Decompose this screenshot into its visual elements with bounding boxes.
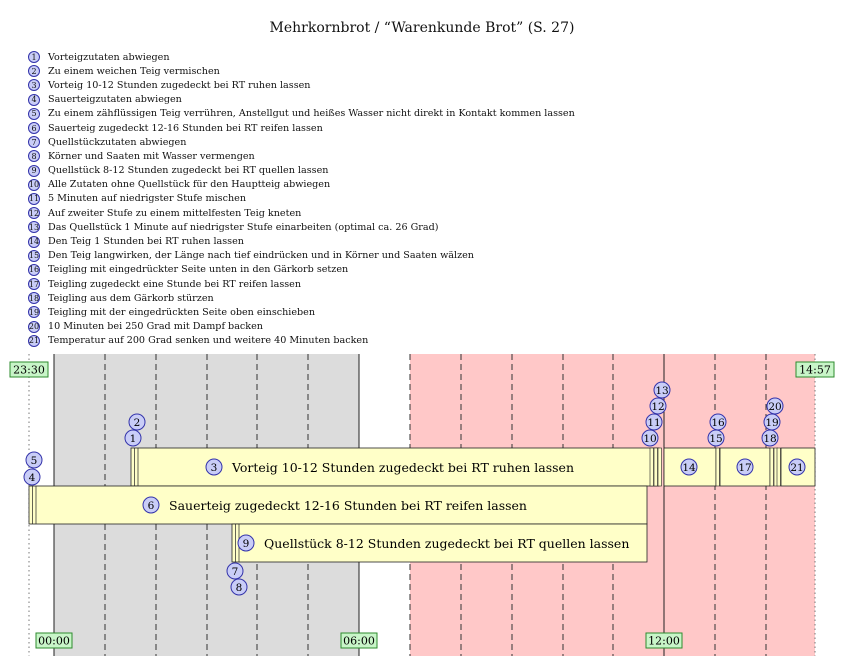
bar-label: Sauerteig zugedeckt 12-16 Stunden bei RT reifen lassen bbox=[169, 498, 527, 513]
step-marker-number: 1 bbox=[129, 432, 137, 445]
legend-text: Vorteig 10-12 Stunden zugedeckt bei RT ruhen lassen bbox=[48, 79, 311, 91]
step-sliver bbox=[654, 448, 658, 486]
step-marker-number: 13 bbox=[655, 384, 669, 397]
step-number-badge: 3 bbox=[28, 79, 40, 91]
bar-label: Quellstück 8-12 Stunden zugedeckt bei RT quellen lassen bbox=[264, 536, 630, 551]
step-marker-number: 7 bbox=[231, 565, 239, 578]
legend-text: Quellstück 8-12 Stunden zugedeckt bei RT quellen lassen bbox=[48, 165, 329, 177]
short-task-number: 14 bbox=[682, 462, 696, 474]
step-number-badge: 17 bbox=[28, 279, 40, 289]
legend-text: Teigling mit der eingedrückten Seite oben einschieben bbox=[48, 306, 316, 318]
legend-text: Alle Zutaten ohne Quellstück für den Hauptteig abwiegen bbox=[48, 179, 331, 191]
legend-text: Körner und Saaten mit Wasser vermengen bbox=[48, 150, 255, 162]
short-task-number: 17 bbox=[738, 462, 752, 474]
start-time-label: 23:30 bbox=[13, 363, 45, 377]
step-number-badge: 9 bbox=[28, 165, 40, 177]
step-marker-number: 2 bbox=[133, 416, 141, 429]
step-number-badge: 21 bbox=[28, 336, 40, 346]
step-sliver bbox=[770, 448, 774, 486]
step-marker-number: 11 bbox=[647, 416, 661, 429]
step-marker-number: 5 bbox=[30, 454, 38, 467]
step-marker-number: 8 bbox=[235, 581, 243, 594]
bar-label: Vorteig 10-12 Stunden zugedeckt bei RT ruhen lassen bbox=[232, 460, 574, 475]
legend-text: Teigling mit eingedrückter Seite unten in den Gärkorb setzen bbox=[48, 264, 349, 276]
legend-text: Den Teig 1 Stunden bei RT ruhen lassen bbox=[48, 236, 244, 248]
step-marker-number: 15 bbox=[709, 432, 723, 445]
bar-step-number: 3 bbox=[210, 462, 218, 474]
legend-text: Temperatur auf 200 Grad senken und weitere 40 Minuten backen bbox=[48, 335, 369, 347]
legend-text: Zu einem zähflüssigen Teig verrühren, Anstellgut und heißes Wasser nicht direkt in Kontakt kommen lassen bbox=[48, 108, 575, 120]
legend-text: Auf zweiter Stufe zu einem mittelfesten Teig kneten bbox=[48, 207, 302, 219]
step-number-badge: 13 bbox=[28, 222, 40, 232]
step-sliver bbox=[658, 448, 662, 486]
tick-label: 12:00 bbox=[648, 634, 680, 648]
legend-text: Teigling zugedeckt eine Stunde bei RT reifen lassen bbox=[48, 278, 302, 290]
step-marker-number: 4 bbox=[28, 471, 36, 484]
step-number-badge: 8 bbox=[28, 150, 40, 162]
tick-label: 06:00 bbox=[343, 634, 375, 648]
step-number-badge: 15 bbox=[28, 251, 40, 261]
step-number-badge: 14 bbox=[28, 237, 40, 247]
step-number-badge: 10 bbox=[28, 180, 40, 190]
step-number-badge: 16 bbox=[28, 265, 40, 275]
tick-label: 00:00 bbox=[38, 634, 70, 648]
step-marker-number: 12 bbox=[651, 400, 665, 413]
step-marker-number: 10 bbox=[643, 432, 657, 445]
step-marker-number: 20 bbox=[768, 400, 782, 413]
legend-text: Vorteigzutaten abwiegen bbox=[48, 51, 170, 63]
step-number-badge: 2 bbox=[28, 65, 40, 77]
step-sliver bbox=[650, 448, 654, 486]
step-sliver bbox=[777, 448, 781, 486]
legend-text: Das Quellstück 1 Minute auf niedrigster Stufe einarbeiten (optimal ca. 26 Grad) bbox=[48, 221, 439, 233]
end-time-label: 14:57 bbox=[799, 363, 831, 377]
step-number-badge: 4 bbox=[28, 94, 40, 106]
step-marker-number: 18 bbox=[763, 432, 777, 445]
legend-text: Quellstückzutaten abwiegen bbox=[48, 136, 187, 148]
step-marker-number: 19 bbox=[765, 416, 779, 429]
step-number-badge: 20 bbox=[28, 322, 40, 332]
step-number-badge: 5 bbox=[28, 108, 40, 120]
short-task-number: 21 bbox=[790, 462, 804, 474]
bar-step-number: 6 bbox=[147, 500, 155, 512]
legend-text: 10 Minuten bei 250 Grad mit Dampf backen bbox=[48, 321, 263, 333]
step-number-badge: 7 bbox=[28, 136, 40, 148]
step-number-badge: 1 bbox=[28, 51, 40, 63]
step-number-badge: 11 bbox=[28, 194, 40, 204]
step-number-badge: 18 bbox=[28, 293, 40, 303]
legend-text: Sauerteig zugedeckt 12-16 Stunden bei RT reifen lassen bbox=[48, 122, 323, 134]
page-title: Mehrkornbrot / “Warenkunde Brot” (S. 27) bbox=[269, 20, 575, 36]
bar-step-number: 9 bbox=[242, 538, 250, 550]
step-number-badge: 6 bbox=[28, 122, 40, 134]
step-number-badge: 12 bbox=[28, 208, 40, 218]
legend-text: Den Teig langwirken, der Länge nach tief eindrücken und in Körner und Saaten wälzen bbox=[48, 250, 474, 262]
step-marker-number: 16 bbox=[711, 416, 725, 429]
step-number-badge: 19 bbox=[28, 307, 40, 317]
step-sliver bbox=[716, 448, 720, 486]
legend-text: 5 Minuten auf niedrigster Stufe mischen bbox=[48, 193, 246, 205]
legend-text: Sauerteigzutaten abwiegen bbox=[48, 94, 182, 106]
legend-text: Zu einem weichen Teig vermischen bbox=[48, 65, 220, 77]
legend-text: Teigling aus dem Gärkorb stürzen bbox=[48, 292, 214, 304]
